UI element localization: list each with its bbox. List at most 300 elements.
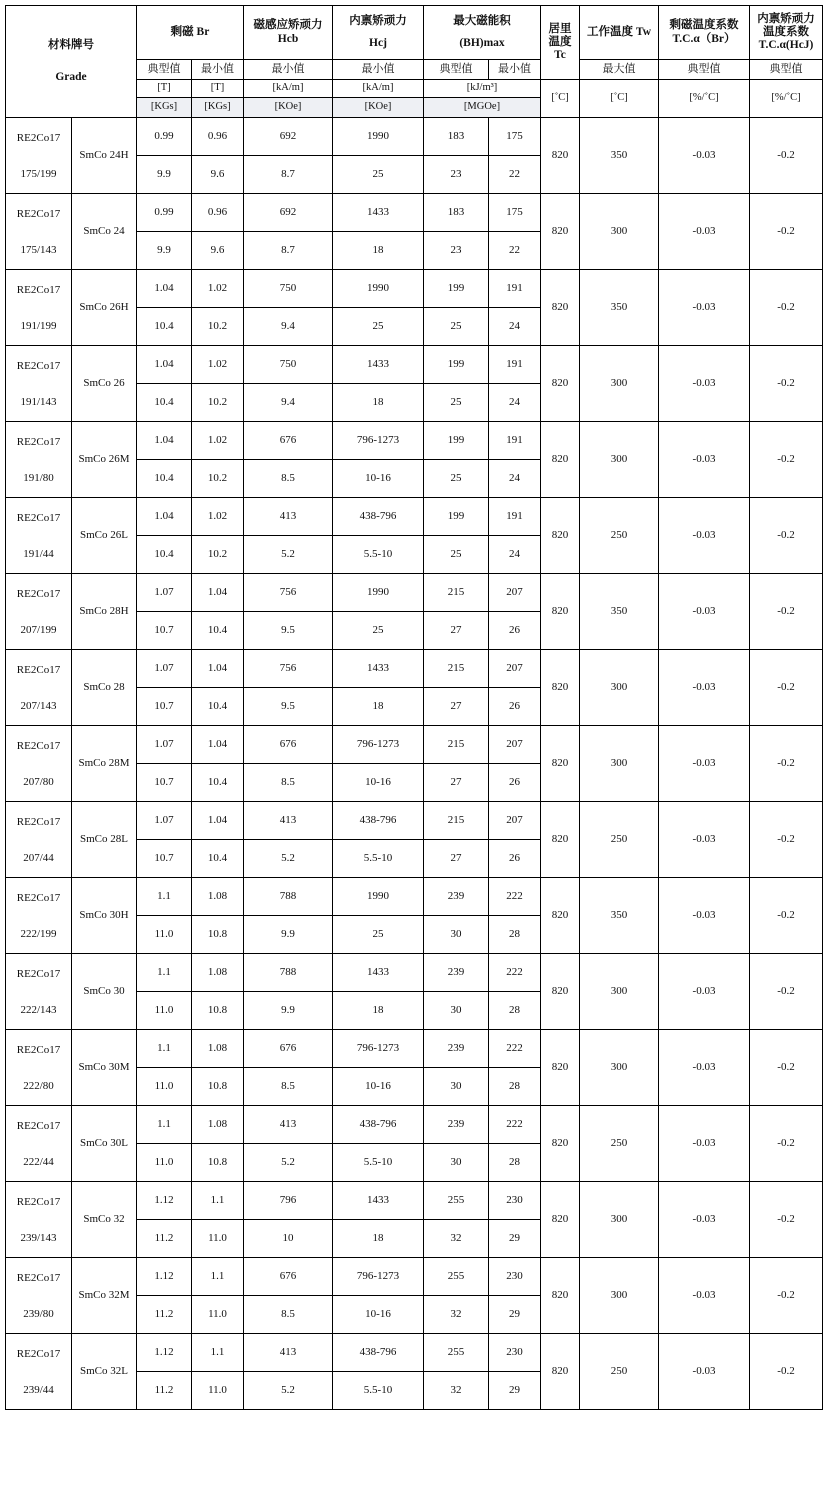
- br-typical-t: 1.04: [137, 270, 192, 308]
- working-temp: 250: [580, 802, 659, 878]
- hcb-min-ka: 676: [244, 726, 333, 764]
- grade-rows: [6, 118, 823, 1410]
- tcbr-header: [659, 6, 750, 60]
- tchcj-header: [750, 6, 823, 60]
- tc-title-2: 温度: [548, 35, 572, 48]
- grade-header: [6, 6, 137, 118]
- curie-temp: 820: [541, 270, 580, 346]
- hcj-unit-koe: [KOe]: [333, 98, 424, 118]
- bhmax-min-kj: 222: [489, 1106, 541, 1144]
- tc-br: -0.03: [659, 346, 750, 422]
- material-code-family: RE2Co17: [16, 131, 61, 144]
- br-typical-t: 1.1: [137, 1106, 192, 1144]
- material-code-value: 191/44: [23, 547, 54, 560]
- hcb-min-ka: 756: [244, 650, 333, 688]
- br-min-t: 1.04: [192, 574, 244, 612]
- hcj-min-ka: 796-1273: [333, 726, 424, 764]
- grade-name: SmCo 26H: [72, 270, 137, 346]
- material-code: [6, 1182, 72, 1258]
- grade-name: SmCo 32L: [72, 1334, 137, 1410]
- table-row: [6, 954, 823, 992]
- material-code: [6, 498, 72, 574]
- bhmax-typical-kj: 215: [424, 802, 489, 840]
- br-typical-t: 1.04: [137, 498, 192, 536]
- bhmax-typical-mgoe: 32: [424, 1220, 489, 1258]
- tc-symbol: Tc: [554, 49, 566, 62]
- table-row: [6, 726, 823, 764]
- working-temp: 350: [580, 574, 659, 650]
- br-min-t: 1.1: [192, 1258, 244, 1296]
- hcb-min-ka: 756: [244, 574, 333, 612]
- bhmax-typical-mgoe: 25: [424, 308, 489, 346]
- bhmax-typical-mgoe: 23: [424, 156, 489, 194]
- br-typical-kgs: 9.9: [137, 232, 192, 270]
- hcj-symbol: Hcj: [369, 36, 387, 49]
- table-row: [6, 194, 823, 232]
- working-temp: 300: [580, 954, 659, 1030]
- material-code: [6, 650, 72, 726]
- hcj-min-ka: 1990: [333, 270, 424, 308]
- bhmax-typical-kj: 183: [424, 118, 489, 156]
- hcb-min-koe: 8.5: [244, 764, 333, 802]
- br-min-t: 1.1: [192, 1334, 244, 1372]
- hcb-min-koe: 8.5: [244, 1296, 333, 1334]
- tc-br: -0.03: [659, 422, 750, 498]
- working-temp: 300: [580, 726, 659, 802]
- curie-temp: 820: [541, 194, 580, 270]
- material-code-value: 207/199: [20, 623, 57, 636]
- hcb-min-koe: 9.5: [244, 612, 333, 650]
- bhmax-min-mgoe: 26: [489, 764, 541, 802]
- working-temp: 300: [580, 650, 659, 726]
- working-temp: 300: [580, 1030, 659, 1106]
- table-row: [6, 802, 823, 840]
- material-code-value: 239/80: [23, 1307, 54, 1320]
- hcb-header: [244, 6, 333, 60]
- grade-name: SmCo 28: [72, 650, 137, 726]
- br-min-t: 1.02: [192, 422, 244, 460]
- curie-temp: 820: [541, 1106, 580, 1182]
- bhmax-min-kj: 207: [489, 650, 541, 688]
- material-code-family: RE2Co17: [16, 891, 61, 904]
- hcj-min-ka: 438-796: [333, 1106, 424, 1144]
- tc-hcj: -0.2: [750, 574, 823, 650]
- bhmax-typical-kj: 199: [424, 270, 489, 308]
- grade-name: SmCo 26L: [72, 498, 137, 574]
- grade-name: SmCo 24: [72, 194, 137, 270]
- bhmax-typical-mgoe: 30: [424, 916, 489, 954]
- working-temp: 300: [580, 346, 659, 422]
- bhmax-symbol: (BH)max: [459, 36, 505, 49]
- tchcj-typical-label: 典型值: [750, 60, 823, 80]
- bhmax-min-mgoe: 24: [489, 384, 541, 422]
- grade-subtitle: Grade: [55, 70, 87, 83]
- hcj-min-ka: 1433: [333, 650, 424, 688]
- hcj-min-ka: 438-796: [333, 802, 424, 840]
- tc-hcj: -0.2: [750, 498, 823, 574]
- material-code-family: RE2Co17: [16, 1271, 61, 1284]
- bhmax-typical-kj: 199: [424, 346, 489, 384]
- tc-br: -0.03: [659, 574, 750, 650]
- material-code: [6, 194, 72, 270]
- br-min-label: 最小值: [192, 60, 244, 80]
- hcb-min-koe: 8.5: [244, 1068, 333, 1106]
- br-typical-kgs: 11.2: [137, 1372, 192, 1410]
- hcb-min-koe: 5.2: [244, 840, 333, 878]
- hcj-min-koe: 25: [333, 308, 424, 346]
- hcb-min-koe: 9.4: [244, 384, 333, 422]
- bhmax-typical-mgoe: 25: [424, 384, 489, 422]
- hcj-min-label: 最小值: [333, 60, 424, 80]
- br-min-t: 1.04: [192, 726, 244, 764]
- br-min-kgs: 10.2: [192, 384, 244, 422]
- tc-hcj: -0.2: [750, 1182, 823, 1258]
- hcj-min-koe: 5.5-10: [333, 1144, 424, 1182]
- bhmax-typical-mgoe: 32: [424, 1296, 489, 1334]
- tw-unit: [˚C]: [580, 80, 659, 118]
- tc-hcj: -0.2: [750, 954, 823, 1030]
- br-typical-kgs: 11.0: [137, 992, 192, 1030]
- hcj-min-koe: 18: [333, 688, 424, 726]
- hcj-min-koe: 10-16: [333, 764, 424, 802]
- hcb-min-koe: 5.2: [244, 1372, 333, 1410]
- working-temp: 250: [580, 1106, 659, 1182]
- table-row: [6, 650, 823, 688]
- br-typical-t: 1.04: [137, 422, 192, 460]
- br-typical-kgs: 10.4: [137, 536, 192, 574]
- grade-name: SmCo 32M: [72, 1258, 137, 1334]
- hcb-min-koe: 10: [244, 1220, 333, 1258]
- br-typical-kgs: 10.4: [137, 384, 192, 422]
- br-min-t: 1.08: [192, 954, 244, 992]
- tc-br: -0.03: [659, 194, 750, 270]
- hcb-min-ka: 676: [244, 1030, 333, 1068]
- hcj-min-ka: 1433: [333, 954, 424, 992]
- br-min-kgs: 10.4: [192, 840, 244, 878]
- br-min-t: 1.08: [192, 878, 244, 916]
- tc-hcj: -0.2: [750, 1334, 823, 1410]
- hcj-min-koe: 10-16: [333, 1296, 424, 1334]
- grade-name: SmCo 30H: [72, 878, 137, 954]
- bhmax-typical-mgoe: 30: [424, 992, 489, 1030]
- hcj-min-koe: 25: [333, 612, 424, 650]
- tc-br: -0.03: [659, 650, 750, 726]
- hcj-min-koe: 18: [333, 992, 424, 1030]
- br-min-kgs: 10.4: [192, 764, 244, 802]
- bhmax-title: 最大磁能积: [453, 15, 511, 28]
- bhmax-typical-kj: 255: [424, 1258, 489, 1296]
- material-code: [6, 270, 72, 346]
- bhmax-min-mgoe: 29: [489, 1220, 541, 1258]
- material-code-family: RE2Co17: [16, 435, 61, 448]
- br-min-kgs: 10.8: [192, 992, 244, 1030]
- br-min-kgs: 9.6: [192, 232, 244, 270]
- material-code: [6, 1258, 72, 1334]
- tcbr-unit: [%/˚C]: [659, 80, 750, 118]
- br-typical-kgs: 11.0: [137, 1144, 192, 1182]
- hcb-min-koe: 8.7: [244, 232, 333, 270]
- table-row: [6, 878, 823, 916]
- hcj-min-ka: 438-796: [333, 498, 424, 536]
- bhmax-min-mgoe: 26: [489, 840, 541, 878]
- grade-name: SmCo 28M: [72, 726, 137, 802]
- tcbr-symbol: T.C.α（Br）: [672, 32, 736, 45]
- working-temp: 300: [580, 1258, 659, 1334]
- table-row: [6, 1334, 823, 1372]
- bhmax-min-mgoe: 28: [489, 1144, 541, 1182]
- working-temp: 350: [580, 878, 659, 954]
- bhmax-typical-kj: 239: [424, 954, 489, 992]
- br-min-kgs: 11.0: [192, 1220, 244, 1258]
- bhmax-typical-mgoe: 30: [424, 1144, 489, 1182]
- curie-temp: 820: [541, 802, 580, 878]
- material-code: [6, 346, 72, 422]
- tc-br: -0.03: [659, 1258, 750, 1334]
- br-typical-t: 1.12: [137, 1258, 192, 1296]
- bhmax-min-mgoe: 28: [489, 1068, 541, 1106]
- bhmax-typical-mgoe: 27: [424, 840, 489, 878]
- hcb-symbol: Hcb: [277, 32, 299, 45]
- table-row: [6, 270, 823, 308]
- tc-title-1: 居里: [548, 22, 572, 35]
- br-min-kgs: 11.0: [192, 1372, 244, 1410]
- bhmax-min-mgoe: 22: [489, 156, 541, 194]
- material-code: [6, 802, 72, 878]
- hcj-min-ka: 438-796: [333, 1334, 424, 1372]
- hcb-title: 磁感应矫顽力: [253, 19, 323, 32]
- material-code-family: RE2Co17: [16, 663, 61, 676]
- tc-br: -0.03: [659, 1334, 750, 1410]
- material-code-family: RE2Co17: [16, 815, 61, 828]
- bhmax-min-mgoe: 26: [489, 688, 541, 726]
- br-min-kgs: 10.2: [192, 308, 244, 346]
- table-row: [6, 1030, 823, 1068]
- bhmax-min-label: 最小值: [489, 60, 541, 80]
- curie-temp: 820: [541, 574, 580, 650]
- material-code-value: 191/80: [23, 471, 54, 484]
- hcj-min-koe: 10-16: [333, 460, 424, 498]
- br-typical-t: 0.99: [137, 118, 192, 156]
- tc-br: -0.03: [659, 270, 750, 346]
- br-typical-kgs: 10.7: [137, 764, 192, 802]
- working-temp: 350: [580, 270, 659, 346]
- tc-br: -0.03: [659, 726, 750, 802]
- bhmax-min-kj: 191: [489, 270, 541, 308]
- hcb-unit-ka: [kA/m]: [244, 80, 333, 98]
- bhmax-min-mgoe: 29: [489, 1372, 541, 1410]
- grade-title: 材料牌号: [48, 39, 94, 52]
- br-min-kgs: 11.0: [192, 1296, 244, 1334]
- curie-temp: 820: [541, 650, 580, 726]
- bhmax-typical-kj: 255: [424, 1182, 489, 1220]
- bhmax-min-kj: 207: [489, 802, 541, 840]
- material-code-value: 222/143: [20, 1003, 57, 1016]
- tc-hcj: -0.2: [750, 650, 823, 726]
- material-code-value: 222/199: [20, 927, 57, 940]
- br-min-t: 1.04: [192, 802, 244, 840]
- hcb-min-ka: 413: [244, 802, 333, 840]
- br-min-t: 1.02: [192, 346, 244, 384]
- hcj-min-ka: 796-1273: [333, 1030, 424, 1068]
- bhmax-min-kj: 191: [489, 346, 541, 384]
- grade-name: SmCo 32: [72, 1182, 137, 1258]
- tc-hcj: -0.2: [750, 878, 823, 954]
- br-header: 剩磁 Br: [137, 6, 244, 60]
- hcj-min-ka: 1433: [333, 1182, 424, 1220]
- material-code-value: 175/143: [20, 243, 57, 256]
- table-row: [6, 498, 823, 536]
- hcb-min-ka: 692: [244, 118, 333, 156]
- material-code-value: 239/44: [23, 1383, 54, 1396]
- magnet-grade-table: [5, 5, 823, 1410]
- hcb-min-ka: 676: [244, 1258, 333, 1296]
- hcb-min-ka: 796: [244, 1182, 333, 1220]
- grade-name: SmCo 24H: [72, 118, 137, 194]
- bhmax-typical-mgoe: 25: [424, 536, 489, 574]
- material-code-family: RE2Co17: [16, 1119, 61, 1132]
- working-temp: 250: [580, 498, 659, 574]
- tc-header: [541, 6, 580, 80]
- grade-name: SmCo 30M: [72, 1030, 137, 1106]
- br-typical-label: 典型值: [137, 60, 192, 80]
- bhmax-typical-kj: 239: [424, 1106, 489, 1144]
- tw-header: 工作温度 Tw: [580, 6, 659, 60]
- hcb-min-ka: 692: [244, 194, 333, 232]
- material-code-family: RE2Co17: [16, 1347, 61, 1360]
- hcb-min-koe: 9.5: [244, 688, 333, 726]
- bhmax-min-kj: 191: [489, 498, 541, 536]
- hcb-min-koe: 9.9: [244, 992, 333, 1030]
- material-code-value: 191/143: [20, 395, 57, 408]
- tc-br: -0.03: [659, 118, 750, 194]
- bhmax-min-kj: 230: [489, 1258, 541, 1296]
- br-typical-t: 1.04: [137, 346, 192, 384]
- br-min-kgs: 10.8: [192, 916, 244, 954]
- hcb-min-ka: 788: [244, 954, 333, 992]
- bhmax-typical-kj: 239: [424, 1030, 489, 1068]
- hcj-min-koe: 18: [333, 232, 424, 270]
- tc-br: -0.03: [659, 1106, 750, 1182]
- tc-br: -0.03: [659, 802, 750, 878]
- br-min-t: 1.04: [192, 650, 244, 688]
- bhmax-typical-mgoe: 23: [424, 232, 489, 270]
- bhmax-min-mgoe: 26: [489, 612, 541, 650]
- br-typical-kgs: 10.7: [137, 612, 192, 650]
- table-row: [6, 346, 823, 384]
- hcj-min-koe: 5.5-10: [333, 1372, 424, 1410]
- hcj-min-koe: 10-16: [333, 1068, 424, 1106]
- tc-br: -0.03: [659, 954, 750, 1030]
- bhmax-typical-mgoe: 27: [424, 688, 489, 726]
- tcbr-typical-label: 典型值: [659, 60, 750, 80]
- bhmax-typical-mgoe: 25: [424, 460, 489, 498]
- material-code-family: RE2Co17: [16, 1195, 61, 1208]
- br-min-kgs: 9.6: [192, 156, 244, 194]
- br-min-t: 1.08: [192, 1106, 244, 1144]
- bhmax-typical-kj: 183: [424, 194, 489, 232]
- material-code: [6, 574, 72, 650]
- bhmax-min-kj: 207: [489, 726, 541, 764]
- material-code-family: RE2Co17: [16, 511, 61, 524]
- br-min-kgs: 10.4: [192, 688, 244, 726]
- material-code: [6, 1106, 72, 1182]
- bhmax-min-mgoe: 28: [489, 992, 541, 1030]
- material-code-value: 222/44: [23, 1155, 54, 1168]
- hcj-min-ka: 1990: [333, 118, 424, 156]
- br-min-kgs: 10.8: [192, 1144, 244, 1182]
- br-unit-t: [T]: [137, 80, 192, 98]
- bhmax-typical-mgoe: 32: [424, 1372, 489, 1410]
- bhmax-min-kj: 207: [489, 574, 541, 612]
- bhmax-unit-mgoe: [MGOe]: [424, 98, 541, 118]
- hcb-min-koe: 5.2: [244, 536, 333, 574]
- hcj-min-koe: 25: [333, 156, 424, 194]
- table-row: [6, 574, 823, 612]
- material-code-family: RE2Co17: [16, 967, 61, 980]
- working-temp: 300: [580, 1182, 659, 1258]
- material-code: [6, 726, 72, 802]
- br-min-kgs: 10.2: [192, 536, 244, 574]
- br-min-t: 1.08: [192, 1030, 244, 1068]
- material-code: [6, 1030, 72, 1106]
- bhmax-min-mgoe: 29: [489, 1296, 541, 1334]
- hcj-min-ka: 796-1273: [333, 422, 424, 460]
- tc-hcj: -0.2: [750, 1106, 823, 1182]
- curie-temp: 820: [541, 118, 580, 194]
- material-code-value: 207/44: [23, 851, 54, 864]
- br-typical-t: 1.12: [137, 1182, 192, 1220]
- bhmax-min-kj: 230: [489, 1334, 541, 1372]
- material-code-value: 222/80: [23, 1079, 54, 1092]
- hcj-min-koe: 25: [333, 916, 424, 954]
- br-typical-kgs: 11.0: [137, 916, 192, 954]
- br-typical-t: 0.99: [137, 194, 192, 232]
- hcj-title: 内禀矫顽力: [349, 15, 407, 28]
- bhmax-typical-kj: 239: [424, 878, 489, 916]
- br-typical-t: 1.07: [137, 802, 192, 840]
- material-code-value: 239/143: [20, 1231, 57, 1244]
- curie-temp: 820: [541, 878, 580, 954]
- br-typical-kgs: 10.4: [137, 460, 192, 498]
- curie-temp: 820: [541, 1030, 580, 1106]
- bhmax-typical-kj: 199: [424, 498, 489, 536]
- bhmax-min-kj: 230: [489, 1182, 541, 1220]
- br-min-t: 1.02: [192, 270, 244, 308]
- working-temp: 300: [580, 194, 659, 270]
- material-code: [6, 1334, 72, 1410]
- tc-hcj: -0.2: [750, 194, 823, 270]
- hcj-header: [333, 6, 424, 60]
- bhmax-min-mgoe: 28: [489, 916, 541, 954]
- br-typical-t: 1.07: [137, 650, 192, 688]
- material-code-family: RE2Co17: [16, 587, 61, 600]
- grade-name: SmCo 26M: [72, 422, 137, 498]
- bhmax-min-kj: 222: [489, 954, 541, 992]
- material-code-value: 175/199: [20, 167, 57, 180]
- br-min-unit-t: [T]: [192, 80, 244, 98]
- br-unit-kgs: [KGs]: [137, 98, 192, 118]
- grade-name: SmCo 28H: [72, 574, 137, 650]
- hcj-unit-ka: [kA/m]: [333, 80, 424, 98]
- bhmax-typical-mgoe: 30: [424, 1068, 489, 1106]
- br-min-t: 0.96: [192, 194, 244, 232]
- bhmax-min-mgoe: 24: [489, 460, 541, 498]
- br-min-kgs: 10.4: [192, 612, 244, 650]
- hcb-min-ka: 750: [244, 346, 333, 384]
- tc-hcj: -0.2: [750, 118, 823, 194]
- hcj-min-koe: 18: [333, 384, 424, 422]
- br-typical-kgs: 10.4: [137, 308, 192, 346]
